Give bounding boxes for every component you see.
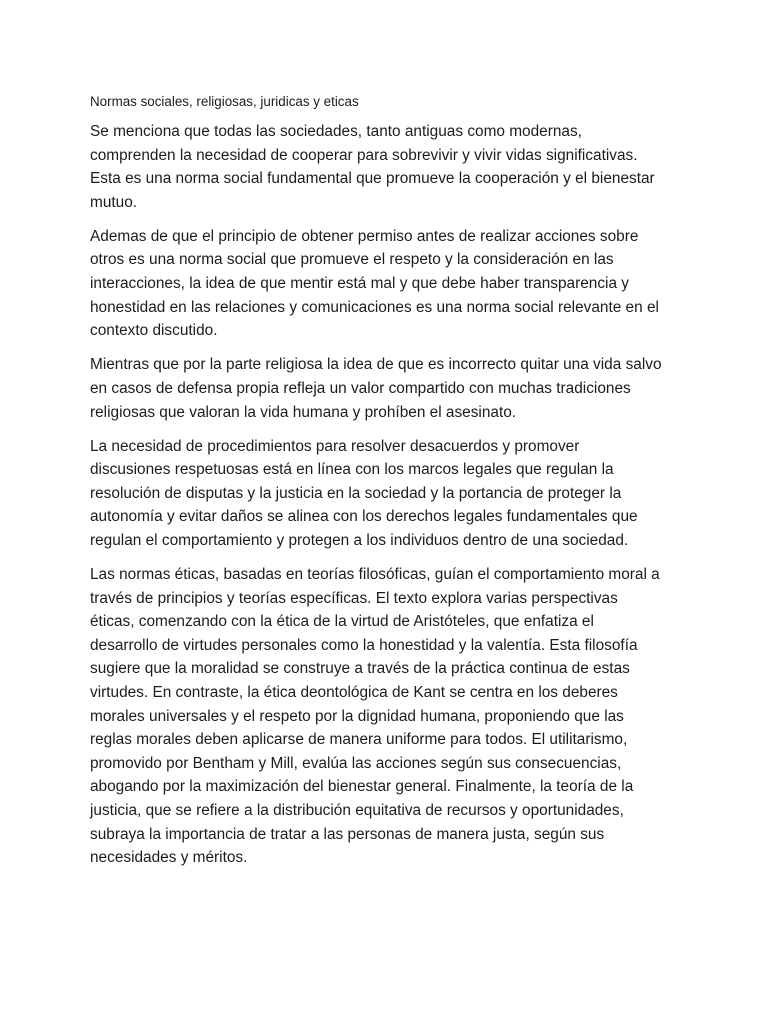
text-line: interacciones, la idea de que mentir está mal y que debe haber transparencia y xyxy=(90,275,629,293)
document-title: Normas sociales, religiosas, juridicas y eticas xyxy=(90,94,359,109)
text-line: virtudes. En contraste, la ética deontológica de Kant se centra en los deberes xyxy=(90,684,618,702)
text-line: Las normas éticas, basadas en teorías filosóficas, guían el comportamiento moral a xyxy=(90,566,660,584)
text-line: contexto discutido. xyxy=(90,322,218,340)
text-line: regulan el comportamiento y protegen a los individuos dentro de una sociedad. xyxy=(90,532,629,549)
text-line: Mientras que por la parte religiosa la idea de que es incorrecto quitar una vida salvo xyxy=(90,356,662,374)
text-line: en casos de defensa propia refleja un valor compartido con muchas tradiciones xyxy=(90,379,631,397)
text-line: comprenden la necesidad de cooperar para sobrevivir y vivir vidas significativas. xyxy=(90,146,638,164)
paragraph-cooperation xyxy=(90,120,690,214)
text-line: reglas morales deben aplicarse de manera uniforme para todos. El utilitarismo, xyxy=(90,731,628,749)
text-line: mutuo. xyxy=(90,193,138,211)
text-line: través de principios y teorías específicas. El texto explora varias perspectivas xyxy=(90,589,618,607)
paragraph-religious xyxy=(90,353,690,424)
text-line: Se menciona que todas las sociedades, tanto antiguas como modernas, xyxy=(90,123,582,140)
text-line: subraya la importancia de tratar a las personas de manera justa, según sus xyxy=(90,825,605,843)
text-line: autonomía y evitar daños se alinea con los derechos legales fundamentales que xyxy=(90,508,638,526)
text-line: promovido por Bentham y Mill, evalúa las acciones según sus consecuencias, xyxy=(90,754,622,772)
text-line: religiosas que valoran la vida humana y prohíben el asesinato. xyxy=(90,403,517,421)
text-line: discusiones respetuosas está en línea con los marcos legales que regulan la xyxy=(90,461,614,479)
text-line: morales universales y el respeto por la dignidad humana, proponiendo que las xyxy=(90,707,624,725)
text-line: justicia, que se refiere a la distribución equitativa de recursos y oportunidades, xyxy=(90,802,624,820)
text-line: honestidad en las relaciones y comunicaciones es una norma social relevante en el xyxy=(90,298,659,316)
text-line: abogando por la maximización del bienestar general. Finalmente, la teoría de la xyxy=(90,778,634,796)
paragraph-legal xyxy=(90,435,690,553)
paragraph-ethics xyxy=(90,563,690,870)
document-body xyxy=(90,93,690,880)
text-line: otros es una norma social que promueve el respeto y la consideración en las xyxy=(90,251,614,269)
text-line: resolución de disputas y la justicia en la sociedad y la portancia de proteger la xyxy=(90,484,622,502)
text-line: sugiere que la moralidad se construye a través de la práctica continua de estas xyxy=(90,660,630,678)
text-line: éticas, comenzando con la ética de la virtud de Aristóteles, que enfatiza el xyxy=(90,613,594,631)
text-line: Ademas de que el principio de obtener permiso antes de realizar acciones sobre xyxy=(90,227,639,245)
paragraph-permission-honesty xyxy=(90,225,690,343)
text-line: La necesidad de procedimientos para resolver desacuerdos y promover xyxy=(90,437,580,455)
text-line: desarrollo de virtudes personales como la honestidad y la valentía. Esta filosofía xyxy=(90,636,638,654)
text-line: necesidades y méritos. xyxy=(90,849,248,867)
text-line: Esta es una norma social fundamental que promueve la cooperación y el bienestar xyxy=(90,170,655,188)
